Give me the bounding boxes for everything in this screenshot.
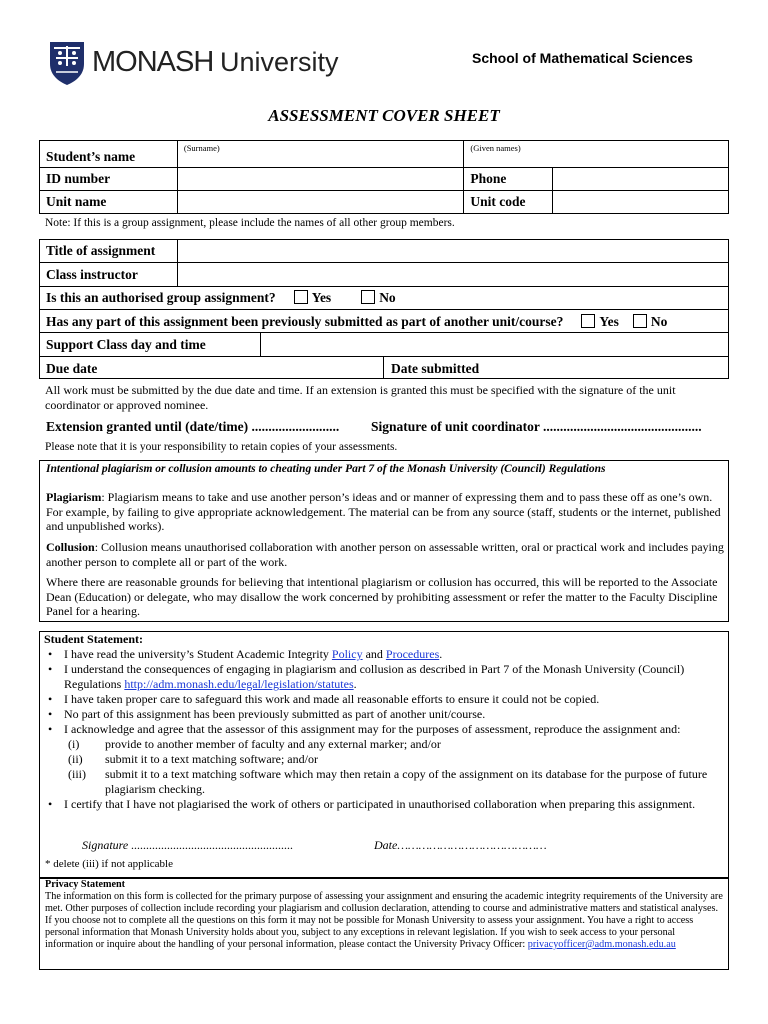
policy-link[interactable]: Policy — [331, 647, 363, 661]
student-date[interactable]: Date…………………………………… — [374, 838, 547, 852]
student-details-table — [39, 140, 729, 214]
crest-icon — [48, 40, 86, 86]
school-name: School of Mathematical Sciences — [472, 50, 693, 66]
due-date-field[interactable] — [140, 357, 380, 378]
prev-no-label: No — [650, 314, 668, 329]
privacy-email-link[interactable]: privacyofficer@adm.monash.edu.au — [527, 939, 676, 950]
statement-item-2: • I understand the consequences of engaging in plagiarism and collusion as described in Part 7 of the Monash University (Council) Regulations http://adm.monash.edu/legal/legislation/statutes. — [44, 662, 720, 692]
date-submitted-label: Date submitted — [391, 361, 480, 376]
unit-code-label: Unit code — [464, 191, 553, 214]
id-number-field[interactable] — [177, 168, 464, 191]
sub-item-ii: (ii) submit it to a text matching software; and/or — [68, 752, 318, 766]
plagiarism-paragraph — [46, 490, 724, 534]
title-of-assignment-field[interactable] — [178, 240, 728, 262]
extension-granted: Extension granted until (date/time) .......................... — [46, 419, 340, 434]
privacy-text: The information on this form is collected for the primary purpose of assessing your assignment and ensuring the academic integrity requirements of the University are met. Other purposes of collection include recording your plagiarism and collusion declaration, attending to course and administrative matters and statistical analyses. If you choose not to complete all the questions on this form it may not be possible for Monash University to assess your assignment. You have a right to access personal information that Monash University holds about you, subject to any exceptions in relevant legislation. If you wish to seek access to your personal information or inquire about the handling of your personal information, please contact the University Privacy Officer: — [45, 891, 723, 950]
retain-copies-note: Please note that it is your responsibility to retain copies of your assessments. — [45, 441, 398, 453]
prev-no-checkbox[interactable] — [633, 314, 647, 328]
prev-question-label: Has any part of this assignment been previously submitted as part of another unit/course? — [46, 314, 564, 329]
statement-heading: Student Statement: — [44, 632, 143, 646]
student-name-label: Student’s name — [40, 141, 178, 168]
group-no-label: No — [379, 290, 396, 305]
logo-word-university: University — [220, 47, 339, 77]
delete-note: * delete (iii) if not applicable — [45, 858, 173, 870]
support-class-label: Support Class day and time — [46, 337, 206, 352]
sub-item-iii: (iii) submit it to a text matching software which may then retain a copy of the assignment on its database for the purpose of future plagiarism checking. — [68, 767, 708, 796]
due-date-label: Due date — [46, 361, 98, 376]
statement-item-1: • I have read the university’s Student Academic Integrity Policy and Procedures. — [44, 647, 720, 662]
phone-label: Phone — [464, 168, 553, 191]
prev-yes-checkbox[interactable] — [581, 314, 595, 328]
plagiarism-heading: Intentional plagiarism or collusion amounts to cheating under Part 7 of the Monash University (Council) Regulations — [46, 463, 606, 475]
logo-word: MONASH — [92, 46, 214, 78]
id-number-label: ID number — [40, 168, 178, 191]
privacy-heading: Privacy Statement — [45, 879, 126, 890]
phone-field[interactable] — [553, 168, 729, 191]
unit-name-label: Unit name — [40, 191, 178, 214]
collusion-paragraph — [46, 540, 724, 569]
unit-code-field[interactable] — [553, 191, 729, 214]
privacy-statement — [45, 879, 725, 951]
collusion-text: : Collusion means unauthorised collaboration with another person on assessable written, oral or practical work and includes paying another person to complete all or part of the work. — [46, 540, 724, 569]
student-signature[interactable]: Signature ...................................................... — [82, 838, 294, 852]
statutes-link[interactable]: http://adm.monash.edu/legal/legislation/statutes — [124, 677, 354, 691]
group-question-label: Is this an authorised group assignment? — [46, 290, 276, 305]
grounds-paragraph: Where there are reasonable grounds for believing that intentional plagiarism or collusion has occurred, this will be reported to the Associate Dean (Education) or delegate, who may disallow the work concerned by prohibiting assessment or refer the matter to the Faculty Discipline Panel for a hearing. — [46, 575, 718, 618]
given-names-field[interactable] — [464, 141, 729, 168]
extension-note: All work must be submitted by the due date and time. If an extension is granted this must be specified with the signature of the unit coordinator or approved nominee. — [45, 383, 676, 412]
surname-hint: (Surname) — [183, 143, 220, 153]
student-statement — [44, 632, 720, 812]
statement-item-3: • I have taken proper care to safeguard this work and made all reasonable efforts to ensure it could not be copied. — [44, 692, 720, 707]
title-of-assignment-label: Title of assignment — [46, 243, 156, 258]
unit-name-field[interactable] — [177, 191, 464, 214]
plagiarism-text: : Plagiarism means to take and use another person’s ideas and or manner of expressing them and to pass these off as one’s own. For example, by failing to give appropriate acknowledgement. The material can be from any source (staff, students or the internet, published and unpublished works). — [46, 490, 721, 533]
date-submitted-field[interactable] — [500, 357, 726, 378]
sub-item-i: (i) provide to another member of faculty and any external marker; and/or — [68, 737, 441, 751]
statement-item-4: • No part of this assignment has been previously submitted as part of another unit/course. — [44, 707, 720, 722]
class-instructor-label: Class instructor — [46, 267, 138, 282]
page-title: ASSESSMENT COVER SHEET — [268, 106, 500, 125]
group-yes-checkbox[interactable] — [294, 290, 308, 304]
statement-item-5: • I acknowledge and agree that the assessor of this assignment may for the purposes of assessment, reproduce the assignment and: — [44, 722, 720, 737]
group-yes-label: Yes — [311, 290, 332, 305]
group-no-checkbox[interactable] — [361, 290, 375, 304]
given-names-hint: (Given names) — [470, 143, 521, 153]
previous-submission-question — [46, 314, 667, 330]
prev-yes-label: Yes — [599, 314, 619, 329]
plagiarism-term: Plagiarism — [46, 490, 102, 504]
collusion-term: Collusion — [46, 540, 95, 554]
class-instructor-field[interactable] — [178, 263, 728, 285]
coordinator-signature: Signature of unit coordinator ............................................... — [371, 419, 702, 434]
group-note: Note: If this is a group assignment, please include the names of all other group members. — [45, 217, 455, 229]
monash-logo — [48, 40, 338, 88]
procedures-link[interactable]: Procedures — [385, 647, 440, 661]
surname-field[interactable] — [177, 141, 464, 168]
statement-item-6: • I certify that I have not plagiarised the work of others or participated in unauthorised collaboration when preparing this assignment. — [44, 797, 720, 812]
support-class-field[interactable] — [261, 333, 728, 355]
group-assignment-question — [46, 290, 396, 306]
